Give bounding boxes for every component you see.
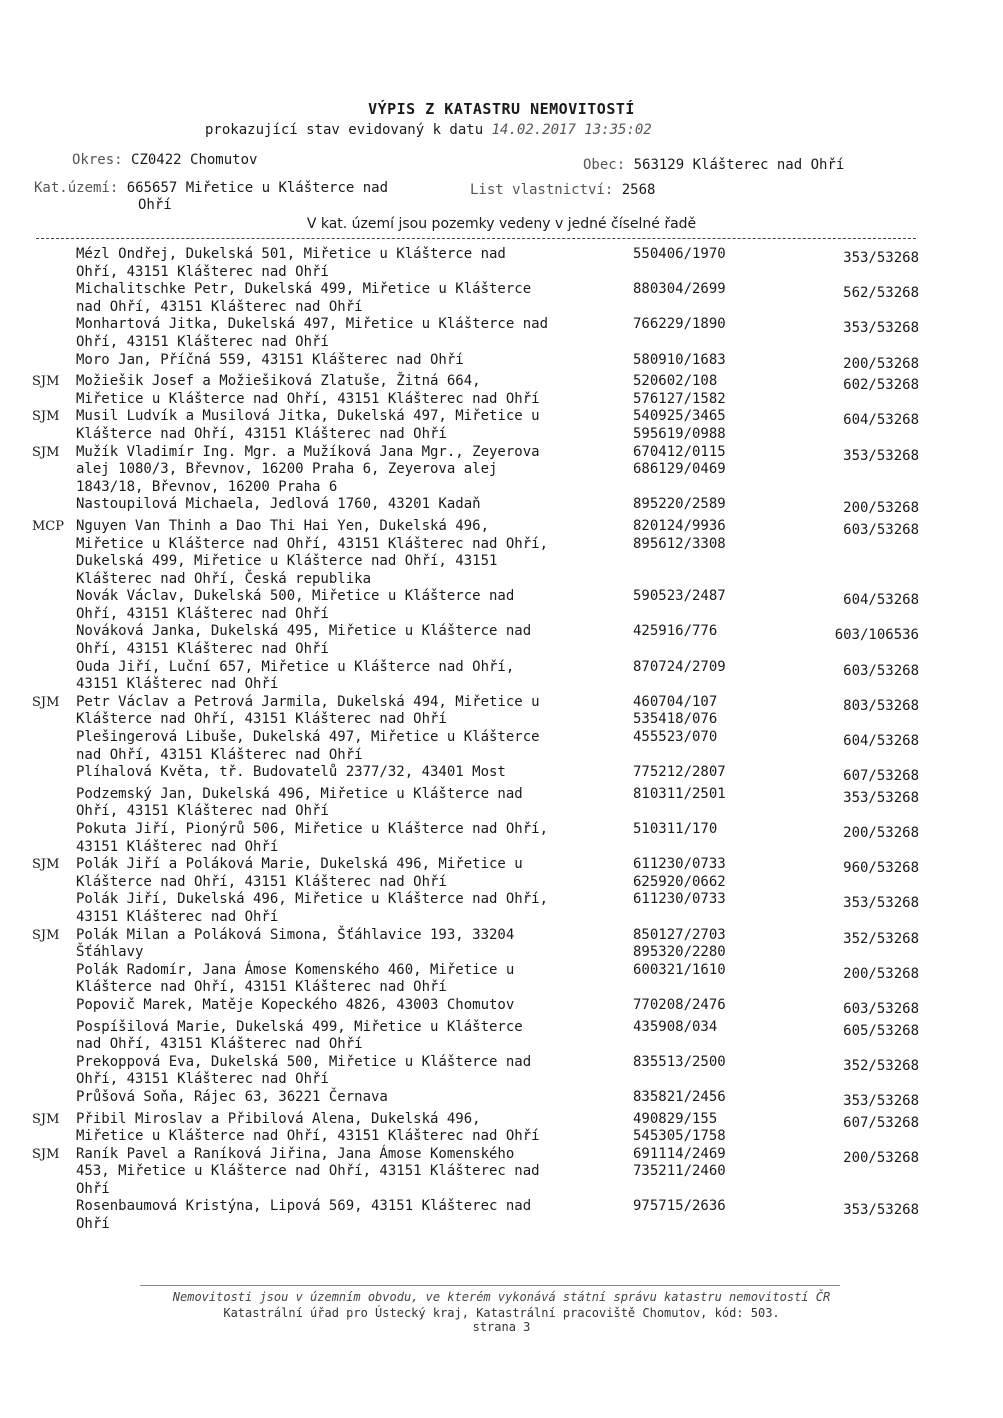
- ownership-share: 353/53268: [843, 895, 919, 912]
- owner-text-line: Polák Jiří, Dukelská 496, Miřetice u Klášterce nad Ohří,: [76, 891, 549, 908]
- okres-field: [72, 152, 257, 168]
- owner-name-address: [72, 764, 629, 786]
- owner-ids: [629, 659, 789, 694]
- owner-row: [0, 821, 1003, 856]
- owner-text-line: Nováková Janka, Dukelská 495, Miřetice u Klášterce nad: [76, 623, 532, 640]
- ownership-share: 604/53268: [843, 592, 919, 609]
- owner-text-line: Miřetice u Klášterce nad Ohří, 43151 Klášterec nad Ohří,: [76, 535, 549, 552]
- owner-text-line: Michalitschke Petr, Dukelská 499, Miřetice u Klášterce: [76, 281, 532, 298]
- ownership-type: [0, 1198, 72, 1233]
- page-number: strana 3: [472, 1320, 531, 1334]
- owner-name-address: [72, 694, 629, 729]
- owner-text-line: Ohří, 43151 Klášterec nad Ohří: [76, 333, 329, 350]
- owner-ids: [629, 408, 789, 443]
- ownership-type: [0, 1054, 72, 1089]
- owner-text-line: Plíhalová Květa, tř. Budovatelů 2377/32, 43401 Most: [76, 764, 506, 781]
- birth-number: 975715/2636: [633, 1198, 726, 1215]
- ownership-share: 353/53268: [843, 1202, 919, 1219]
- birth-number: 435908/034: [633, 1018, 718, 1035]
- birth-number: 425916/776: [633, 623, 718, 640]
- owner-row: [0, 659, 1003, 694]
- ownership-share: 607/53268: [843, 1114, 919, 1131]
- owner-row: [0, 496, 1003, 518]
- birth-number: 820124/9936: [633, 517, 726, 534]
- owner-text-line: Klášterce nad Ohří, 43151 Klášterec nad Ohří: [76, 873, 447, 890]
- footer-divider: [140, 1285, 840, 1286]
- owner-text-line: Mézl Ondřej, Dukelská 501, Miřetice u Klášterce nad: [76, 246, 506, 262]
- ownership-share: 353/53268: [843, 1092, 919, 1109]
- owner-text-line: Pokuta Jiří, Pionýrů 506, Miřetice u Klášterce nad Ohří,: [76, 821, 549, 837]
- birth-number: 770208/2476: [633, 996, 726, 1013]
- list-label: List vlastnictví:: [470, 182, 614, 198]
- birth-number: 580910/1683: [633, 351, 726, 368]
- birth-number: 540925/3465: [633, 408, 726, 425]
- ownership-type: [0, 891, 72, 926]
- owner-text-line: Klášterce nad Ohří, 43151 Klášterec nad Ohří: [76, 711, 447, 728]
- owner-ids: [629, 927, 789, 962]
- birth-number: 576127/1582: [633, 390, 726, 407]
- birth-number: 775212/2807: [633, 764, 726, 781]
- ownership-type: SJM: [32, 409, 60, 425]
- birth-number: 850127/2703: [633, 926, 726, 943]
- ownership-share: 200/53268: [843, 825, 919, 841]
- birth-number: 735211/2460: [633, 1163, 726, 1180]
- owner-name-address: [72, 352, 629, 374]
- ownership-type: [0, 352, 72, 374]
- ownership-share: 602/53268: [843, 377, 919, 394]
- ownership-type: [0, 786, 72, 821]
- owner-text-line: 43151 Klášterec nad Ohří: [76, 908, 279, 925]
- owner-row: [0, 316, 1003, 351]
- owner-text-line: Nastoupilová Michaela, Jedlová 1760, 43201 Kadaň: [76, 496, 481, 513]
- owner-text-line: Ohří: [76, 1216, 110, 1233]
- owner-name-address: [72, 1198, 629, 1233]
- birth-number: 460704/107: [633, 693, 718, 710]
- birth-number: 520602/108: [633, 373, 718, 390]
- owner-name-address: [72, 623, 629, 658]
- owner-row: [0, 373, 1003, 408]
- owner-text-line: Klášterec nad Ohří, Česká republika: [76, 570, 372, 587]
- ownership-type: [0, 496, 72, 518]
- owner-text-line: Dukelská 499, Miřetice u Klášterce nad Ohří, 43151: [76, 553, 498, 570]
- owner-row: [0, 1146, 1003, 1199]
- owner-ids: [629, 1054, 789, 1089]
- owner-ids: [629, 518, 789, 588]
- ownership-share: 200/53268: [843, 355, 919, 372]
- obec-value: 563129 Klášterec nad Ohří: [633, 157, 845, 173]
- ownership-type: [0, 729, 72, 764]
- owner-text-line: Petr Václav a Petrová Jarmila, Dukelská 494, Miřetice u: [76, 693, 540, 710]
- ownership-type: [0, 1089, 72, 1111]
- birth-number: 810311/2501: [633, 785, 726, 802]
- ownership-type: SJM: [32, 857, 60, 873]
- ownership-type: [0, 1019, 72, 1054]
- owner-text-line: Pospíšilová Marie, Dukelská 499, Miřetice u Klášterce: [76, 1018, 523, 1035]
- owner-text-line: Ohří, 43151 Klášterec nad Ohří: [76, 641, 329, 658]
- birth-number: 590523/2487: [633, 588, 726, 605]
- owner-text-line: Průšová Soňa, Rájec 63, 36221 Černava: [76, 1088, 388, 1105]
- owner-text-line: 43151 Klášterec nad Ohří: [76, 676, 279, 693]
- owner-text-line: nad Ohří, 43151 Klášterec nad Ohří: [76, 1036, 363, 1053]
- ownership-share: 603/106536: [834, 627, 919, 644]
- owner-text-line: Rosenbaumová Kristýna, Lipová 569, 43151 Klášterec nad: [76, 1198, 532, 1215]
- ownership-share: 960/53268: [843, 860, 919, 877]
- ownership-type: [0, 316, 72, 351]
- owner-name-address: [72, 856, 629, 891]
- birth-number: 895612/3308: [633, 535, 726, 552]
- owner-ids: [629, 1089, 789, 1111]
- owner-text-line: 1843/18, Břevnov, 16200 Praha 6: [76, 478, 338, 495]
- birth-number: 545305/1758: [633, 1128, 726, 1145]
- owner-text-line: Miřetice u Klášterce nad Ohří, 43151 Klášterec nad Ohří: [76, 1128, 540, 1145]
- list-value: 2568: [621, 182, 656, 198]
- birth-number: 611230/0733: [633, 856, 726, 873]
- owner-text-line: Podzemský Jan, Dukelská 496, Miřetice u Klášterce nad: [76, 785, 523, 802]
- birth-number: 490829/155: [633, 1110, 718, 1127]
- owner-name-address: [72, 373, 629, 408]
- owner-text-line: Nguyen Van Thinh a Dao Thi Hai Yen, Dukelská 496,: [76, 517, 490, 534]
- owner-row: [0, 891, 1003, 926]
- owner-ids: [629, 623, 789, 658]
- birth-number: 835513/2500: [633, 1053, 726, 1070]
- owner-text-line: Polák Jiří a Poláková Marie, Dukelská 496, Miřetice u: [76, 856, 523, 873]
- owner-name-address: [72, 444, 629, 497]
- owner-name-address: [72, 659, 629, 694]
- owner-name-address: [72, 246, 629, 281]
- owner-row: [0, 1054, 1003, 1089]
- owner-text-line: Ouda Jiří, Luční 657, Miřetice u Klášterce nad Ohří,: [76, 658, 515, 675]
- owner-ids: [629, 1146, 789, 1199]
- ownership-type: [0, 997, 72, 1019]
- owner-ids: [629, 1019, 789, 1054]
- ownership-type: SJM: [32, 694, 60, 710]
- owner-name-address: [72, 821, 629, 856]
- date-stamp: 14.02.2017 13:35:02: [491, 122, 652, 138]
- ownership-share: 803/53268: [843, 697, 919, 714]
- owner-row: [0, 1089, 1003, 1111]
- owner-text-line: Miřetice u Klášterce nad Ohří, 43151 Klášterec nad Ohří: [76, 390, 540, 407]
- owner-name-address: [72, 1111, 629, 1146]
- owner-ids: [629, 962, 789, 997]
- owner-ids: [629, 352, 789, 374]
- obec-label: Obec:: [583, 157, 626, 173]
- owner-name-address: [72, 281, 629, 316]
- owner-row: [0, 352, 1003, 374]
- ownership-type: [0, 246, 72, 281]
- owner-ids: [629, 588, 789, 623]
- birth-number: 535418/076: [633, 711, 718, 728]
- ownership-type: SJM: [32, 927, 60, 943]
- owner-text-line: Moro Jan, Příčná 559, 43151 Klášterec nad Ohří: [76, 351, 464, 368]
- ownership-share: 603/53268: [843, 662, 919, 679]
- owner-row: [0, 588, 1003, 623]
- ownership-share: 352/53268: [843, 930, 919, 947]
- owner-ids: [629, 316, 789, 351]
- owner-ids: [629, 373, 789, 408]
- owner-text-line: Ohří, 43151 Klášterec nad Ohří: [76, 263, 329, 280]
- owner-row: [0, 694, 1003, 729]
- owner-row: [0, 1019, 1003, 1054]
- owner-text-line: Musil Ludvík a Musilová Jitka, Dukelská 497, Miřetice u: [76, 408, 540, 425]
- owner-text-line: nad Ohří, 43151 Klášterec nad Ohří: [76, 298, 363, 315]
- document-title: VÝPIS Z KATASTRU NEMOVITOSTÍ: [368, 100, 635, 118]
- owner-text-line: Prekoppová Eva, Dukelská 500, Miřetice u Klášterce nad: [76, 1053, 532, 1070]
- owner-text-line: Klášterce nad Ohří, 43151 Klášterec nad Ohří: [76, 979, 447, 996]
- owner-text-line: Novák Václav, Dukelská 500, Miřetice u Klášterce nad: [76, 588, 515, 605]
- ownership-share: 604/53268: [843, 412, 919, 429]
- owner-name-address: [72, 729, 629, 764]
- owner-text-line: Ohří, 43151 Klášterec nad Ohří: [76, 803, 329, 820]
- katuzemi-value-cont: Ohří: [138, 197, 172, 213]
- owner-row: [0, 764, 1003, 786]
- owner-name-address: [72, 316, 629, 351]
- ownership-share: 353/53268: [843, 789, 919, 806]
- ownership-type: [0, 623, 72, 658]
- owner-name-address: [72, 1019, 629, 1054]
- owner-text-line: Šťáhlavy: [76, 944, 144, 961]
- owner-row: [0, 997, 1003, 1019]
- ownership-share: 605/53268: [843, 1022, 919, 1039]
- list-field: [470, 182, 655, 198]
- ownership-type: [0, 764, 72, 786]
- footer-note: Nemovitosti jsou v územním obvodu, ve kterém vykonává státní správu katastru nemovitostí ČR: [172, 1290, 831, 1304]
- document-subtitle: [205, 122, 652, 138]
- katuzemi-field: [34, 180, 388, 196]
- owner-name-address: [72, 518, 629, 588]
- birth-number: 835821/2456: [633, 1088, 726, 1105]
- owner-ids: [629, 246, 789, 281]
- owner-ids: [629, 786, 789, 821]
- birth-number: 870724/2709: [633, 658, 726, 675]
- subtitle-text: prokazující stav evidovaný k datu: [205, 122, 484, 138]
- owner-text-line: Raník Pavel a Raníková Jiřina, Jana Ámose Komenského: [76, 1145, 515, 1162]
- owner-name-address: [72, 786, 629, 821]
- ownership-share: 200/53268: [843, 965, 919, 982]
- birth-number: 550406/1970: [633, 246, 726, 262]
- obec-field: [583, 157, 844, 173]
- owner-text-line: Polák Radomír, Jana Ámose Komenského 460, Miřetice u: [76, 961, 515, 978]
- owner-ids: [629, 856, 789, 891]
- ownership-type: SJM: [32, 1111, 60, 1127]
- owner-ids: [629, 496, 789, 518]
- header-divider: [36, 238, 916, 239]
- owner-text-line: Přibil Miroslav a Přibilová Alena, Dukelská 496,: [76, 1110, 481, 1127]
- owner-text-line: Možiešik Josef a Možiešiková Zlatuše, Žitná 664,: [76, 373, 481, 390]
- owner-ids: [629, 694, 789, 729]
- ownership-type: [0, 821, 72, 856]
- owner-name-address: [72, 1146, 629, 1199]
- owner-name-address: [72, 408, 629, 443]
- owner-name-address: [72, 927, 629, 962]
- owner-name-address: [72, 891, 629, 926]
- katuzemi-label: Kat.území:: [34, 180, 119, 196]
- owner-name-address: [72, 962, 629, 997]
- birth-number: 686129/0469: [633, 461, 726, 478]
- owner-row: [0, 281, 1003, 316]
- owner-text-line: Mužík Vladimír Ing. Mgr. a Mužíková Jana Mgr., Zeyerova: [76, 443, 540, 460]
- owner-row: [0, 729, 1003, 764]
- owner-name-address: [72, 496, 629, 518]
- ownership-type: [0, 659, 72, 694]
- owner-text-line: Polák Milan a Poláková Simona, Šťáhlavice 193, 33204: [76, 926, 515, 943]
- ownership-share: 200/53268: [843, 500, 919, 517]
- ownership-share: 353/53268: [843, 320, 919, 337]
- ownership-share: 562/53268: [843, 285, 919, 302]
- ownership-share: 603/53268: [843, 521, 919, 538]
- birth-number: 455523/070: [633, 729, 718, 746]
- birth-number: 600321/1610: [633, 961, 726, 978]
- owner-text-line: Klášterce nad Ohří, 43151 Klášterec nad Ohří: [76, 425, 447, 442]
- owner-row: [0, 927, 1003, 962]
- birth-number: 691114/2469: [633, 1145, 726, 1162]
- katuzemi-value: 665657 Miřetice u Klášterce nad: [126, 180, 389, 196]
- owner-text-line: Plešingerová Libuše, Dukelská 497, Miřetice u Klášterce: [76, 729, 540, 746]
- birth-number: 895220/2589: [633, 496, 726, 513]
- owner-ids: [629, 764, 789, 786]
- owner-row: [0, 408, 1003, 443]
- owner-text-line: nad Ohří, 43151 Klášterec nad Ohří: [76, 746, 363, 763]
- owner-ids: [629, 1111, 789, 1146]
- ownership-type: SJM: [32, 444, 60, 460]
- owner-ids: [629, 997, 789, 1019]
- ownership-share: 352/53268: [843, 1057, 919, 1074]
- birth-number: 510311/170: [633, 821, 718, 837]
- ownership-share: 353/53268: [843, 250, 919, 266]
- birth-number: 625920/0662: [633, 873, 726, 890]
- owner-row: [0, 962, 1003, 997]
- ownership-type: SJM: [32, 1146, 60, 1162]
- birth-number: 611230/0733: [633, 891, 726, 908]
- owner-row: [0, 1198, 1003, 1233]
- birth-number: 766229/1890: [633, 316, 726, 333]
- birth-number: 670412/0115: [633, 443, 726, 460]
- birth-number: 895320/2280: [633, 944, 726, 961]
- owner-name-address: [72, 997, 629, 1019]
- ownership-type: SJM: [32, 374, 60, 390]
- owner-text-line: Ohří, 43151 Klášterec nad Ohří: [76, 1071, 329, 1088]
- owner-ids: [629, 821, 789, 856]
- owner-ids: [629, 891, 789, 926]
- owner-row: [0, 518, 1003, 588]
- owner-row: [0, 1111, 1003, 1146]
- owner-text-line: 43151 Klášterec nad Ohří: [76, 838, 279, 855]
- owner-text-line: alej 1080/3, Břevnov, 16200 Praha 6, Zeyerova alej: [76, 461, 498, 478]
- ownership-share: 607/53268: [843, 768, 919, 785]
- owner-text-line: 453, Miřetice u Klášterce nad Ohří, 43151 Klášterec nad: [76, 1163, 540, 1180]
- owner-name-address: [72, 1089, 629, 1111]
- ownership-share: 353/53268: [843, 447, 919, 464]
- ownership-share: 603/53268: [843, 1000, 919, 1017]
- okres-label: Okres:: [72, 152, 123, 168]
- owner-row: [0, 856, 1003, 891]
- ownership-type: MCP: [32, 518, 65, 534]
- ownership-type: [0, 281, 72, 316]
- owner-ids: [629, 1198, 789, 1233]
- owner-ids: [629, 444, 789, 497]
- birth-number: 880304/2699: [633, 281, 726, 298]
- birth-number: 595619/0988: [633, 425, 726, 442]
- ownership-share: 604/53268: [843, 733, 919, 750]
- ownership-type: [0, 962, 72, 997]
- owner-row: [0, 246, 1003, 281]
- okres-value: CZ0422 Chomutov: [131, 152, 258, 168]
- owner-text-line: Ohří, 43151 Klášterec nad Ohří: [76, 605, 329, 622]
- owner-ids: [629, 281, 789, 316]
- owner-row: [0, 786, 1003, 821]
- owner-text-line: Ohří: [76, 1180, 110, 1197]
- owners-list: [0, 246, 1003, 1234]
- ownership-share: 200/53268: [843, 1149, 919, 1166]
- ownership-type: [0, 588, 72, 623]
- parcel-series-note: V kat. území jsou pozemky vedeny v jedné číselné řadě: [306, 216, 697, 232]
- owner-ids: [629, 729, 789, 764]
- owner-row: [0, 623, 1003, 658]
- footer-office: Katastrální úřad pro Ústecký kraj, Katastrální pracoviště Chomutov, kód: 503.: [223, 1306, 780, 1320]
- owner-text-line: Monhartová Jitka, Dukelská 497, Miřetice u Klášterce nad: [76, 316, 549, 333]
- owner-row: [0, 444, 1003, 497]
- owner-name-address: [72, 1054, 629, 1089]
- owner-text-line: Popovič Marek, Matěje Kopeckého 4826, 43003 Chomutov: [76, 996, 515, 1013]
- owner-name-address: [72, 588, 629, 623]
